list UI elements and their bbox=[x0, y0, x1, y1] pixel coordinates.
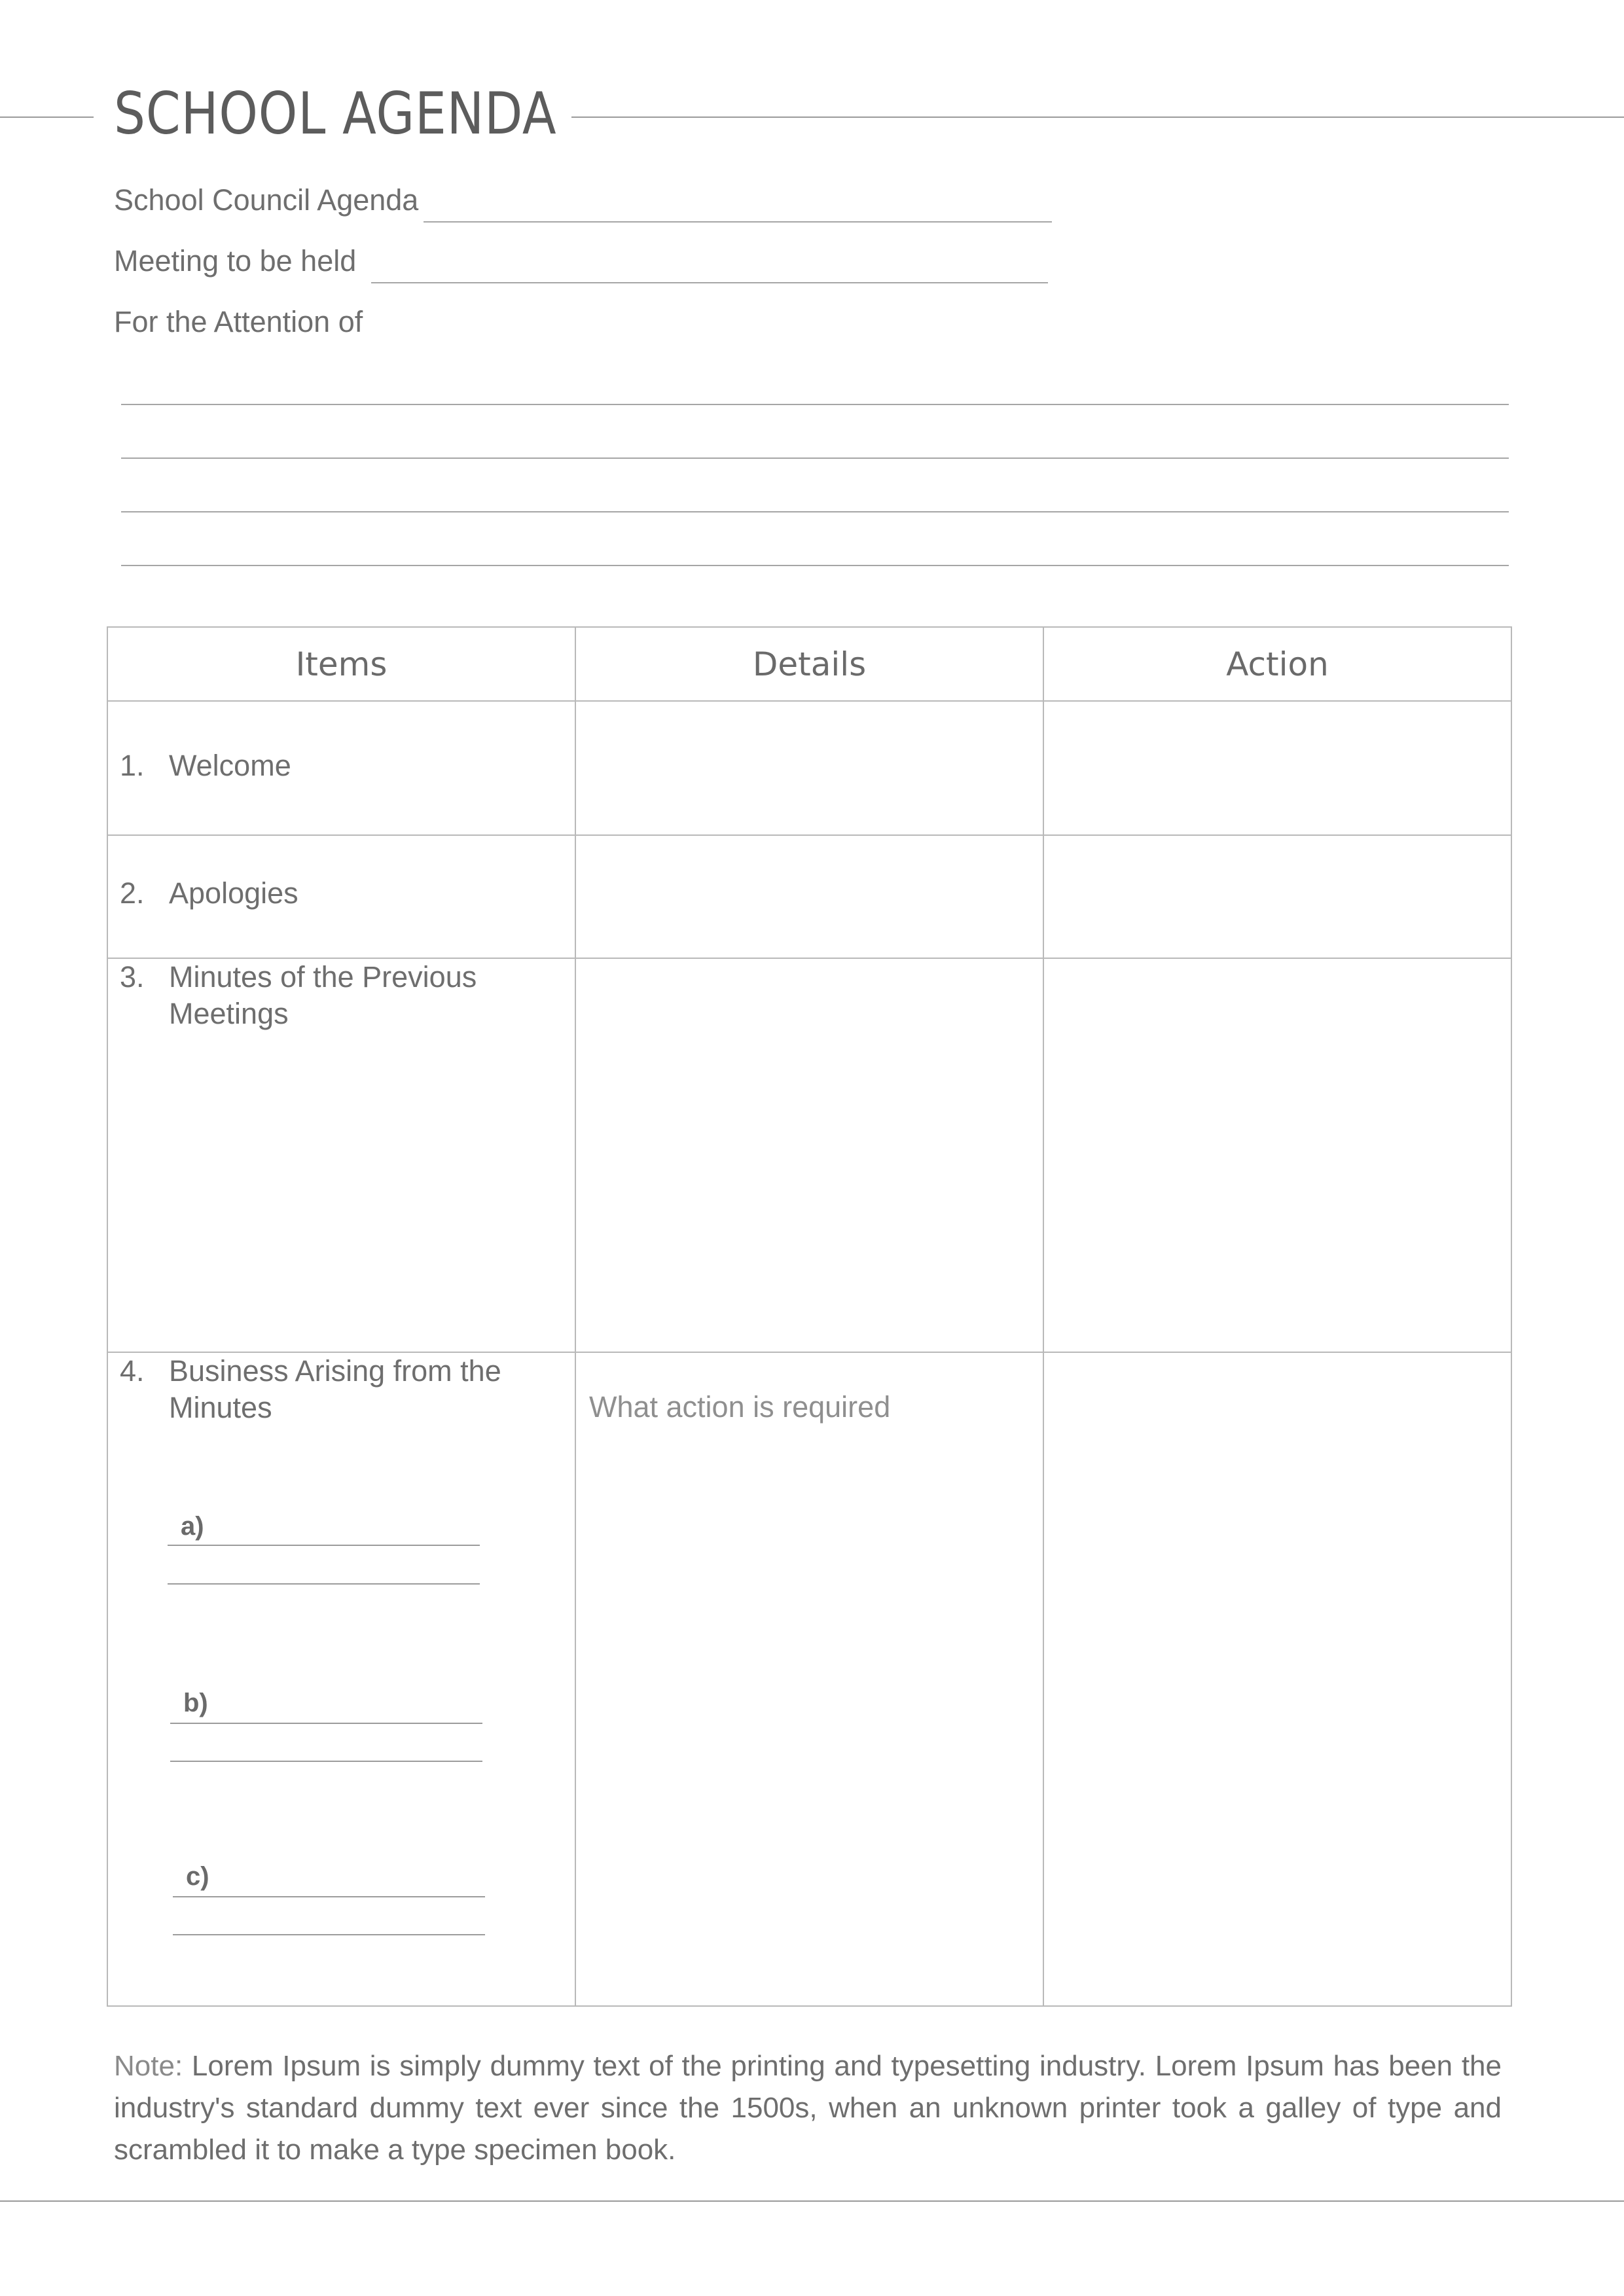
item-cell bbox=[107, 701, 575, 835]
sub-item-a-line-2[interactable] bbox=[168, 1583, 480, 1585]
sub-item-c-label: c) bbox=[186, 1862, 209, 1891]
note-text: Lorem Ipsum is simply dummy text of the printing and typesetting industry. Lorem Ipsum has been the industry's standard dummy text ever since the 1500s, when an unknown printer took a galley of type and scrambled it to make a type specimen book. bbox=[114, 2050, 1502, 2166]
item-number: 4. bbox=[120, 1354, 145, 1388]
table-row bbox=[107, 701, 1511, 835]
council-agenda-label: School Council Agenda bbox=[114, 183, 419, 217]
attention-line-3[interactable] bbox=[121, 511, 1509, 512]
details-cell[interactable] bbox=[575, 835, 1043, 958]
column-header-items: Items bbox=[107, 627, 575, 701]
table-row bbox=[107, 1352, 1511, 2006]
item-label: Welcome bbox=[169, 749, 291, 782]
attention-line-1[interactable] bbox=[121, 404, 1509, 405]
meeting-line[interactable] bbox=[371, 282, 1048, 283]
details-cell[interactable] bbox=[575, 1352, 1043, 2006]
table-header-row bbox=[107, 627, 1511, 701]
attention-label: For the Attention of bbox=[114, 305, 363, 338]
council-agenda-line[interactable] bbox=[424, 221, 1052, 223]
column-header-details: Details bbox=[575, 627, 1043, 701]
sub-item-c-line-1[interactable] bbox=[173, 1896, 485, 1897]
meeting-label: Meeting to be held bbox=[114, 244, 357, 278]
item-cell bbox=[107, 835, 575, 958]
table-row bbox=[107, 835, 1511, 958]
sub-item-a-line-1[interactable] bbox=[168, 1545, 480, 1546]
item-number: 2. bbox=[120, 876, 145, 910]
column-header-action: Action bbox=[1043, 627, 1511, 701]
title-rule-right bbox=[571, 117, 1624, 118]
table-row bbox=[107, 958, 1511, 1352]
note-label: Note: bbox=[114, 2050, 183, 2082]
sub-item-b-line-1[interactable] bbox=[170, 1723, 482, 1724]
title-rule-left bbox=[0, 117, 94, 118]
item-label-line-1: Minutes of the Previous bbox=[169, 960, 477, 994]
item-label-line-2: Meetings bbox=[169, 997, 289, 1030]
item-label-line-2: Minutes bbox=[169, 1391, 272, 1424]
details-hint: What action is required bbox=[589, 1390, 891, 1424]
action-cell[interactable] bbox=[1043, 958, 1511, 1352]
details-cell[interactable] bbox=[575, 701, 1043, 835]
sub-item-a-label: a) bbox=[181, 1512, 204, 1541]
footer-rule bbox=[0, 2200, 1624, 2202]
details-cell[interactable] bbox=[575, 958, 1043, 1352]
sub-item-b-line-2[interactable] bbox=[170, 1761, 482, 1762]
page-title: SCHOOL AGENDA bbox=[114, 80, 557, 147]
sub-item-b-label: b) bbox=[183, 1689, 208, 1717]
agenda-table bbox=[107, 626, 1512, 2007]
action-cell[interactable] bbox=[1043, 701, 1511, 835]
action-cell[interactable] bbox=[1043, 835, 1511, 958]
note-paragraph bbox=[114, 2045, 1502, 2171]
item-cell bbox=[107, 958, 575, 1352]
attention-line-4[interactable] bbox=[121, 565, 1509, 566]
item-label-line-1: Business Arising from the bbox=[169, 1354, 501, 1388]
item-number: 3. bbox=[120, 960, 145, 994]
attention-line-2[interactable] bbox=[121, 457, 1509, 459]
action-cell[interactable] bbox=[1043, 1352, 1511, 2006]
item-cell bbox=[107, 1352, 575, 2006]
sub-item-c-line-2[interactable] bbox=[173, 1934, 485, 1935]
item-label: Apologies bbox=[169, 876, 298, 910]
item-number: 1. bbox=[120, 749, 145, 782]
